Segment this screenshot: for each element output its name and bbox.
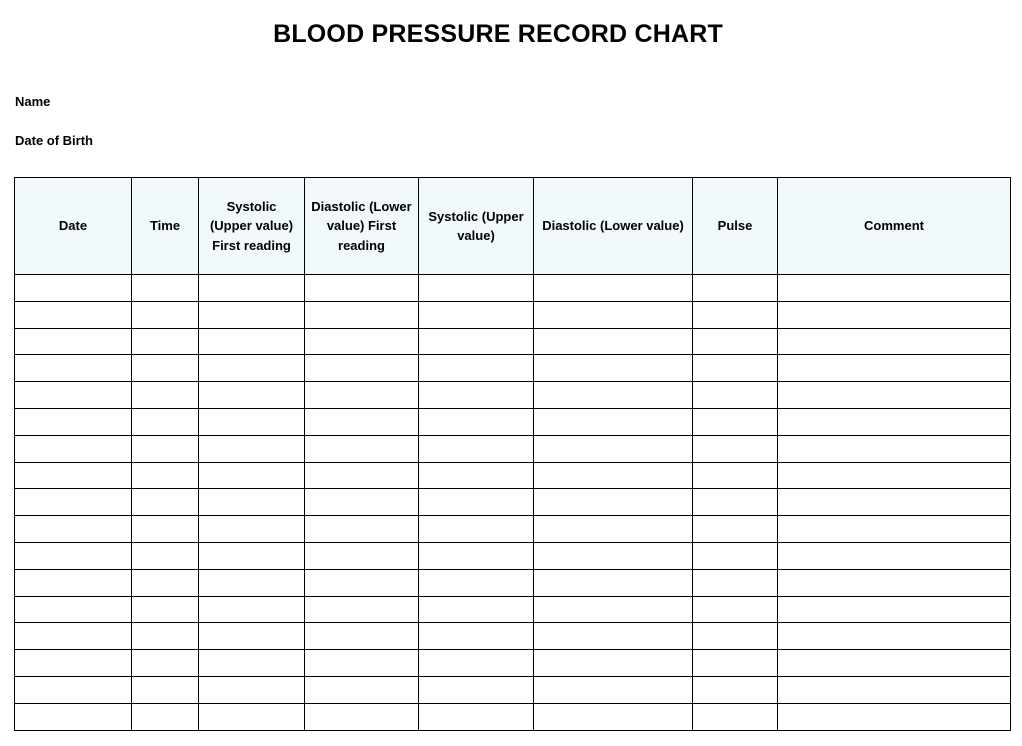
table-body xyxy=(15,275,1011,731)
table-cell-date[interactable] xyxy=(15,650,132,677)
table-cell-diastolic[interactable] xyxy=(534,435,693,462)
table-cell-pulse[interactable] xyxy=(693,489,778,516)
table-cell-date[interactable] xyxy=(15,355,132,382)
table-cell-date[interactable] xyxy=(15,596,132,623)
column-header-date: Date xyxy=(15,178,132,275)
table-cell-diastolic[interactable] xyxy=(534,516,693,543)
table-cell-comment[interactable] xyxy=(778,542,1011,569)
table-cell-diastolic-first[interactable] xyxy=(305,462,419,489)
date-of-birth-label: Date of Birth xyxy=(15,133,93,148)
table-row xyxy=(15,676,1011,703)
table-cell-date[interactable] xyxy=(15,623,132,650)
table-row xyxy=(15,569,1011,596)
table-row xyxy=(15,462,1011,489)
table-cell-systolic-first[interactable] xyxy=(199,408,305,435)
table-cell-systolic-first[interactable] xyxy=(199,382,305,409)
table-cell-diastolic-first[interactable] xyxy=(305,355,419,382)
table-cell-comment[interactable] xyxy=(778,355,1011,382)
table-cell-systolic-first[interactable] xyxy=(199,462,305,489)
table-cell-time[interactable] xyxy=(132,703,199,730)
table-cell-diastolic-first[interactable] xyxy=(305,623,419,650)
table-row xyxy=(15,542,1011,569)
table-cell-comment[interactable] xyxy=(778,382,1011,409)
table-cell-systolic[interactable] xyxy=(419,355,534,382)
table-cell-time[interactable] xyxy=(132,650,199,677)
table-cell-systolic[interactable] xyxy=(419,676,534,703)
table-cell-diastolic-first[interactable] xyxy=(305,435,419,462)
table-cell-diastolic[interactable] xyxy=(534,569,693,596)
table-cell-comment[interactable] xyxy=(778,489,1011,516)
table-cell-pulse[interactable] xyxy=(693,355,778,382)
table-cell-systolic[interactable] xyxy=(419,516,534,543)
table-cell-systolic-first[interactable] xyxy=(199,301,305,328)
table-row xyxy=(15,301,1011,328)
table-cell-time[interactable] xyxy=(132,596,199,623)
table-cell-systolic[interactable] xyxy=(419,462,534,489)
table-cell-diastolic-first[interactable] xyxy=(305,275,419,302)
table-row xyxy=(15,596,1011,623)
table-cell-time[interactable] xyxy=(132,489,199,516)
table-cell-systolic-first[interactable] xyxy=(199,542,305,569)
table-cell-pulse[interactable] xyxy=(693,542,778,569)
table-cell-comment[interactable] xyxy=(778,676,1011,703)
table-cell-diastolic[interactable] xyxy=(534,408,693,435)
column-header-diastolic: Diastolic (Lower value) xyxy=(534,178,693,275)
table-cell-time[interactable] xyxy=(132,435,199,462)
table-cell-pulse[interactable] xyxy=(693,516,778,543)
table-cell-pulse[interactable] xyxy=(693,596,778,623)
table-cell-diastolic[interactable] xyxy=(534,703,693,730)
table-cell-comment[interactable] xyxy=(778,435,1011,462)
table-cell-time[interactable] xyxy=(132,382,199,409)
table-cell-comment[interactable] xyxy=(778,596,1011,623)
table-row xyxy=(15,623,1011,650)
table-cell-systolic[interactable] xyxy=(419,328,534,355)
table-cell-systolic[interactable] xyxy=(419,623,534,650)
table-cell-systolic[interactable] xyxy=(419,382,534,409)
table-cell-diastolic-first[interactable] xyxy=(305,569,419,596)
table-cell-systolic[interactable] xyxy=(419,650,534,677)
table-cell-date[interactable] xyxy=(15,516,132,543)
table-cell-diastolic-first[interactable] xyxy=(305,328,419,355)
table-cell-comment[interactable] xyxy=(778,328,1011,355)
table-cell-systolic-first[interactable] xyxy=(199,596,305,623)
table-row xyxy=(15,650,1011,677)
column-header-time: Time xyxy=(132,178,199,275)
table-cell-diastolic[interactable] xyxy=(534,650,693,677)
table-cell-date[interactable] xyxy=(15,489,132,516)
table-cell-systolic[interactable] xyxy=(419,542,534,569)
table-cell-systolic-first[interactable] xyxy=(199,489,305,516)
table-row xyxy=(15,435,1011,462)
table-cell-comment[interactable] xyxy=(778,623,1011,650)
column-header-comment: Comment xyxy=(778,178,1011,275)
column-header-systolic: Systolic (Upper value) xyxy=(419,178,534,275)
table-cell-time[interactable] xyxy=(132,462,199,489)
table-cell-diastolic-first[interactable] xyxy=(305,703,419,730)
table-cell-diastolic[interactable] xyxy=(534,542,693,569)
table-cell-date[interactable] xyxy=(15,382,132,409)
table-cell-date[interactable] xyxy=(15,408,132,435)
column-header-pulse: Pulse xyxy=(693,178,778,275)
table-cell-diastolic[interactable] xyxy=(534,328,693,355)
column-header-diastolic-first: Diastolic (Lower value) First reading xyxy=(305,178,419,275)
table-cell-systolic-first[interactable] xyxy=(199,275,305,302)
table-cell-systolic[interactable] xyxy=(419,301,534,328)
table-cell-diastolic-first[interactable] xyxy=(305,542,419,569)
table-cell-systolic-first[interactable] xyxy=(199,516,305,543)
table-cell-date[interactable] xyxy=(15,462,132,489)
table-cell-pulse[interactable] xyxy=(693,408,778,435)
table-cell-diastolic-first[interactable] xyxy=(305,676,419,703)
table-cell-pulse[interactable] xyxy=(693,676,778,703)
table-cell-diastolic-first[interactable] xyxy=(305,650,419,677)
table-cell-time[interactable] xyxy=(132,569,199,596)
table-cell-date[interactable] xyxy=(15,676,132,703)
table-cell-systolic-first[interactable] xyxy=(199,435,305,462)
table-cell-date[interactable] xyxy=(15,328,132,355)
table-row xyxy=(15,382,1011,409)
table-cell-systolic-first[interactable] xyxy=(199,355,305,382)
table-cell-diastolic[interactable] xyxy=(534,301,693,328)
table-cell-diastolic[interactable] xyxy=(534,623,693,650)
table-cell-comment[interactable] xyxy=(778,650,1011,677)
table-cell-diastolic-first[interactable] xyxy=(305,408,419,435)
table-cell-pulse[interactable] xyxy=(693,623,778,650)
page-title: BLOOD PRESSURE RECORD CHART xyxy=(273,20,723,48)
table-cell-diastolic[interactable] xyxy=(534,462,693,489)
column-header-systolic-first: Systolic (Upper value) First reading xyxy=(199,178,305,275)
table-cell-pulse[interactable] xyxy=(693,703,778,730)
table-cell-time[interactable] xyxy=(132,542,199,569)
table-cell-systolic-first[interactable] xyxy=(199,623,305,650)
table-cell-comment[interactable] xyxy=(778,301,1011,328)
table-cell-diastolic-first[interactable] xyxy=(305,382,419,409)
table-cell-pulse[interactable] xyxy=(693,275,778,302)
table-cell-pulse[interactable] xyxy=(693,435,778,462)
table-cell-systolic[interactable] xyxy=(419,275,534,302)
table-cell-systolic-first[interactable] xyxy=(199,650,305,677)
table-cell-diastolic[interactable] xyxy=(534,489,693,516)
table-cell-time[interactable] xyxy=(132,676,199,703)
table-cell-comment[interactable] xyxy=(778,408,1011,435)
table-cell-diastolic-first[interactable] xyxy=(305,301,419,328)
table-cell-systolic[interactable] xyxy=(419,489,534,516)
table-cell-systolic[interactable] xyxy=(419,408,534,435)
table-cell-date[interactable] xyxy=(15,435,132,462)
table-cell-date[interactable] xyxy=(15,542,132,569)
table-cell-date[interactable] xyxy=(15,301,132,328)
table-row xyxy=(15,275,1011,302)
table-cell-diastolic-first[interactable] xyxy=(305,516,419,543)
table-cell-diastolic[interactable] xyxy=(534,355,693,382)
table-cell-pulse[interactable] xyxy=(693,328,778,355)
table-cell-systolic[interactable] xyxy=(419,435,534,462)
table-cell-systolic-first[interactable] xyxy=(199,328,305,355)
table-row xyxy=(15,408,1011,435)
table-cell-comment[interactable] xyxy=(778,516,1011,543)
table-cell-comment[interactable] xyxy=(778,569,1011,596)
table-cell-comment[interactable] xyxy=(778,275,1011,302)
name-label: Name xyxy=(15,94,51,109)
table-cell-systolic-first[interactable] xyxy=(199,676,305,703)
table-row xyxy=(15,703,1011,730)
table-cell-diastolic[interactable] xyxy=(534,382,693,409)
table-cell-systolic-first[interactable] xyxy=(199,703,305,730)
table-cell-comment[interactable] xyxy=(778,462,1011,489)
table-cell-systolic[interactable] xyxy=(419,569,534,596)
table-cell-systolic-first[interactable] xyxy=(199,569,305,596)
table-row xyxy=(15,516,1011,543)
table-cell-date[interactable] xyxy=(15,569,132,596)
table-row xyxy=(15,328,1011,355)
table-cell-comment[interactable] xyxy=(778,703,1011,730)
table-cell-time[interactable] xyxy=(132,408,199,435)
table-cell-pulse[interactable] xyxy=(693,301,778,328)
table-cell-time[interactable] xyxy=(132,328,199,355)
table-cell-pulse[interactable] xyxy=(693,462,778,489)
table-cell-time[interactable] xyxy=(132,516,199,543)
table-cell-pulse[interactable] xyxy=(693,382,778,409)
table-cell-date[interactable] xyxy=(15,275,132,302)
table-cell-diastolic-first[interactable] xyxy=(305,489,419,516)
table-cell-pulse[interactable] xyxy=(693,650,778,677)
table-row xyxy=(15,355,1011,382)
table-cell-diastolic[interactable] xyxy=(534,275,693,302)
table-row xyxy=(15,489,1011,516)
table-cell-time[interactable] xyxy=(132,623,199,650)
table-cell-diastolic[interactable] xyxy=(534,596,693,623)
table-cell-diastolic-first[interactable] xyxy=(305,596,419,623)
table-header-row xyxy=(15,178,1011,275)
table-cell-systolic[interactable] xyxy=(419,703,534,730)
table-cell-time[interactable] xyxy=(132,355,199,382)
table-cell-time[interactable] xyxy=(132,275,199,302)
table-cell-pulse[interactable] xyxy=(693,569,778,596)
blood-pressure-table xyxy=(14,177,1011,731)
table-cell-date[interactable] xyxy=(15,703,132,730)
table-cell-time[interactable] xyxy=(132,301,199,328)
table-cell-systolic[interactable] xyxy=(419,596,534,623)
table-cell-diastolic[interactable] xyxy=(534,676,693,703)
